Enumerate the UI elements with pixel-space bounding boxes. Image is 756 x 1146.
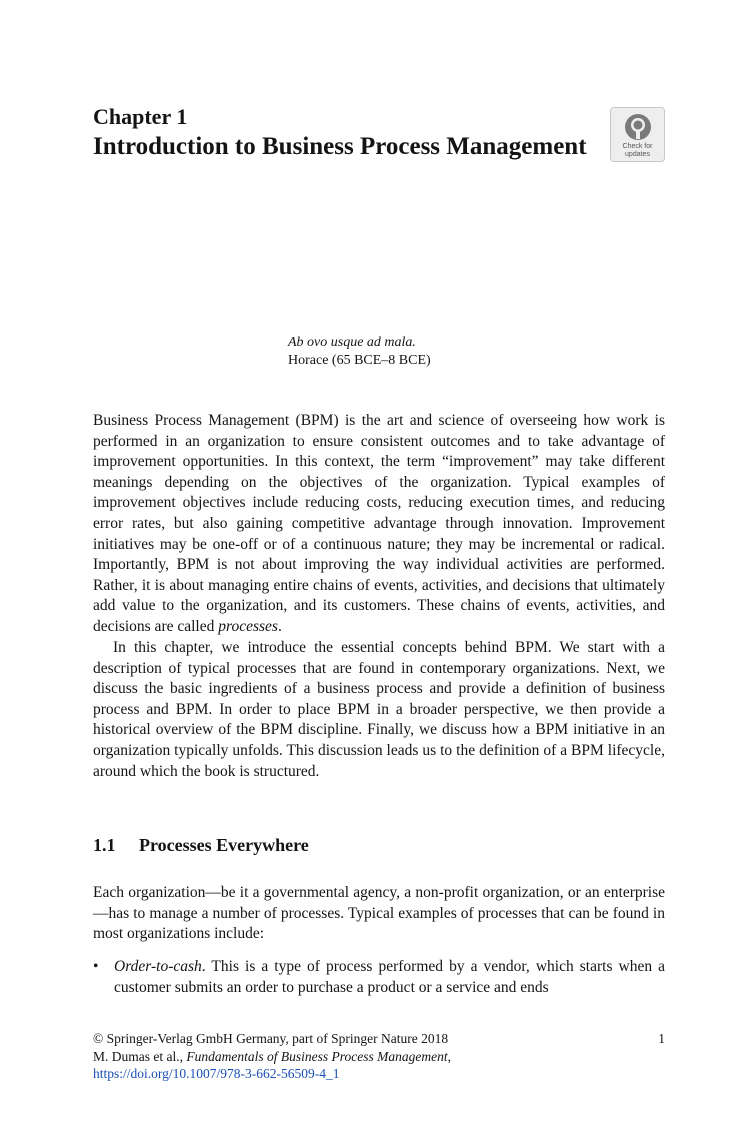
page-number: 1 bbox=[658, 1031, 665, 1046]
chapter-title: Introduction to Business Process Management bbox=[93, 133, 587, 160]
section-title: Processes Everywhere bbox=[139, 835, 309, 855]
epigraph-attribution: Horace (65 BCE–8 BCE) bbox=[288, 353, 431, 368]
citation-suffix: , bbox=[447, 1048, 451, 1064]
check-for-updates-badge[interactable] bbox=[610, 107, 665, 162]
intro-paragraph-1 bbox=[93, 411, 665, 638]
citation-line bbox=[93, 1048, 451, 1066]
intro-paragraph-1-text: Business Process Management (BPM) is the art and science of overseeing how work is performed in an organization to ensure consistent outcomes and to take advantage of improvement opportunities. In this context, the term “improvement” may take different meanings depending on the objectives of the organization. Typical examples of improvement objectives include reducing costs, reducing execution times, and reducing error rates, but also gaining competitive advantage through innovation. Improvement initiatives may be one-off or of a continuous nature; they may be incremental or radical. Importantly, BPM is not about improving the way individual activities are performed. Rather, it is about managing entire chains of events, activities, and decisions that ultimately add value to the organization, and its customers. These chains of events, activities, and decisions are called bbox=[93, 412, 665, 635]
badge-label-line2: updates bbox=[625, 151, 650, 158]
bullet-marker: • bbox=[93, 958, 99, 975]
citation-authors: M. Dumas et al., bbox=[93, 1048, 187, 1064]
intro-paragraph-1-end: . bbox=[277, 617, 282, 635]
bullet-term: Order-to-cash bbox=[114, 958, 202, 975]
page-footer bbox=[93, 1030, 451, 1083]
chapter-label: Chapter 1 bbox=[93, 104, 188, 129]
section-paragraph-1: Each organization—be it a governmental agency, a non-profit organization, or an enterprise—has to manage a number of processes. Typical examples of processes that can be found in most organizations include: bbox=[93, 884, 665, 943]
doi-link[interactable]: https://doi.org/10.1007/978-3-662-56509-4_1 bbox=[93, 1066, 340, 1081]
copyright-line: © Springer-Verlag GmbH Germany, part of Springer Nature 2018 bbox=[93, 1031, 449, 1046]
badge-label-line1: Check for bbox=[622, 143, 653, 150]
epigraph bbox=[288, 334, 431, 370]
section-heading bbox=[93, 834, 309, 856]
bullet-body bbox=[114, 957, 665, 998]
epigraph-quote: Ab ovo usque ad mala. bbox=[288, 335, 416, 350]
intro-emphasis-processes: processes bbox=[218, 617, 278, 635]
section-number: 1.1 bbox=[93, 835, 116, 855]
intro-paragraph-2: In this chapter, we introduce the essential concepts behind BPM. We start with a description of typical processes that are found in contemporary organizations. Next, we discuss the basic ingredients of a business process and provide a definition of business process and BPM. In order to place BPM in a broader perspective, we then provide a historical overview of the BPM discipline. Finally, we discuss how a BPM initiative in an organization typically unfolds. This discussion leads us to the definition of a BPM lifecycle, around which the book is structured. bbox=[93, 639, 665, 780]
citation-book-title: Fundamentals of Business Process Management bbox=[186, 1048, 448, 1064]
check-for-updates-icon bbox=[623, 112, 653, 142]
list-item bbox=[93, 957, 665, 998]
bullet-text: . This is a type of process performed by a vendor, which starts when a customer submits an order to purchase a product or a service and ends bbox=[114, 958, 665, 996]
